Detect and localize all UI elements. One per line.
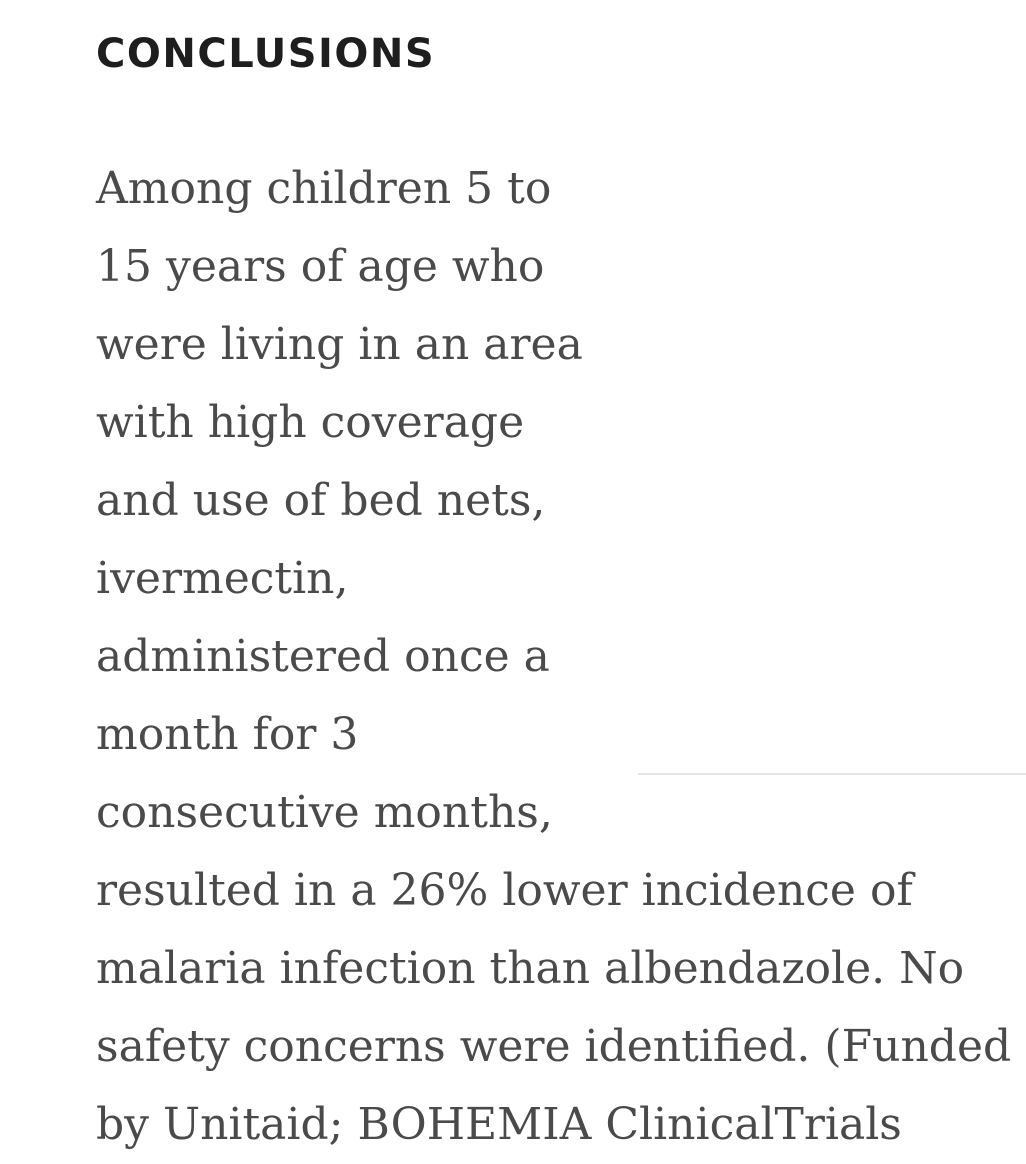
paragraph-line: administered once a bbox=[96, 631, 550, 682]
paragraph-line: resulted in a 26% lower incidence of bbox=[96, 865, 913, 916]
paragraph-line: with high coverage bbox=[96, 397, 525, 448]
paragraph-line: month for 3 bbox=[96, 709, 359, 760]
paragraph-line: ivermectin, bbox=[96, 553, 349, 604]
paragraph-line: malaria infection than albendazole. No bbox=[96, 943, 965, 994]
section-heading: CONCLUSIONS bbox=[96, 31, 436, 77]
paragraph-line: 15 years of age who bbox=[96, 241, 545, 292]
conclusions-paragraph bbox=[96, 150, 1011, 1164]
paragraph-line: consecutive months, bbox=[96, 787, 553, 838]
paragraph-line: by Unitaid; BOHEMIA ClinicalTrials bbox=[96, 1099, 902, 1150]
paragraph-line: and use of bed nets, bbox=[96, 475, 546, 526]
paragraph-line: safety concerns were identified. (Funded bbox=[96, 1021, 1012, 1072]
paragraph-line: were living in an area bbox=[96, 319, 583, 370]
paragraph-line: Among children 5 to bbox=[96, 163, 552, 214]
